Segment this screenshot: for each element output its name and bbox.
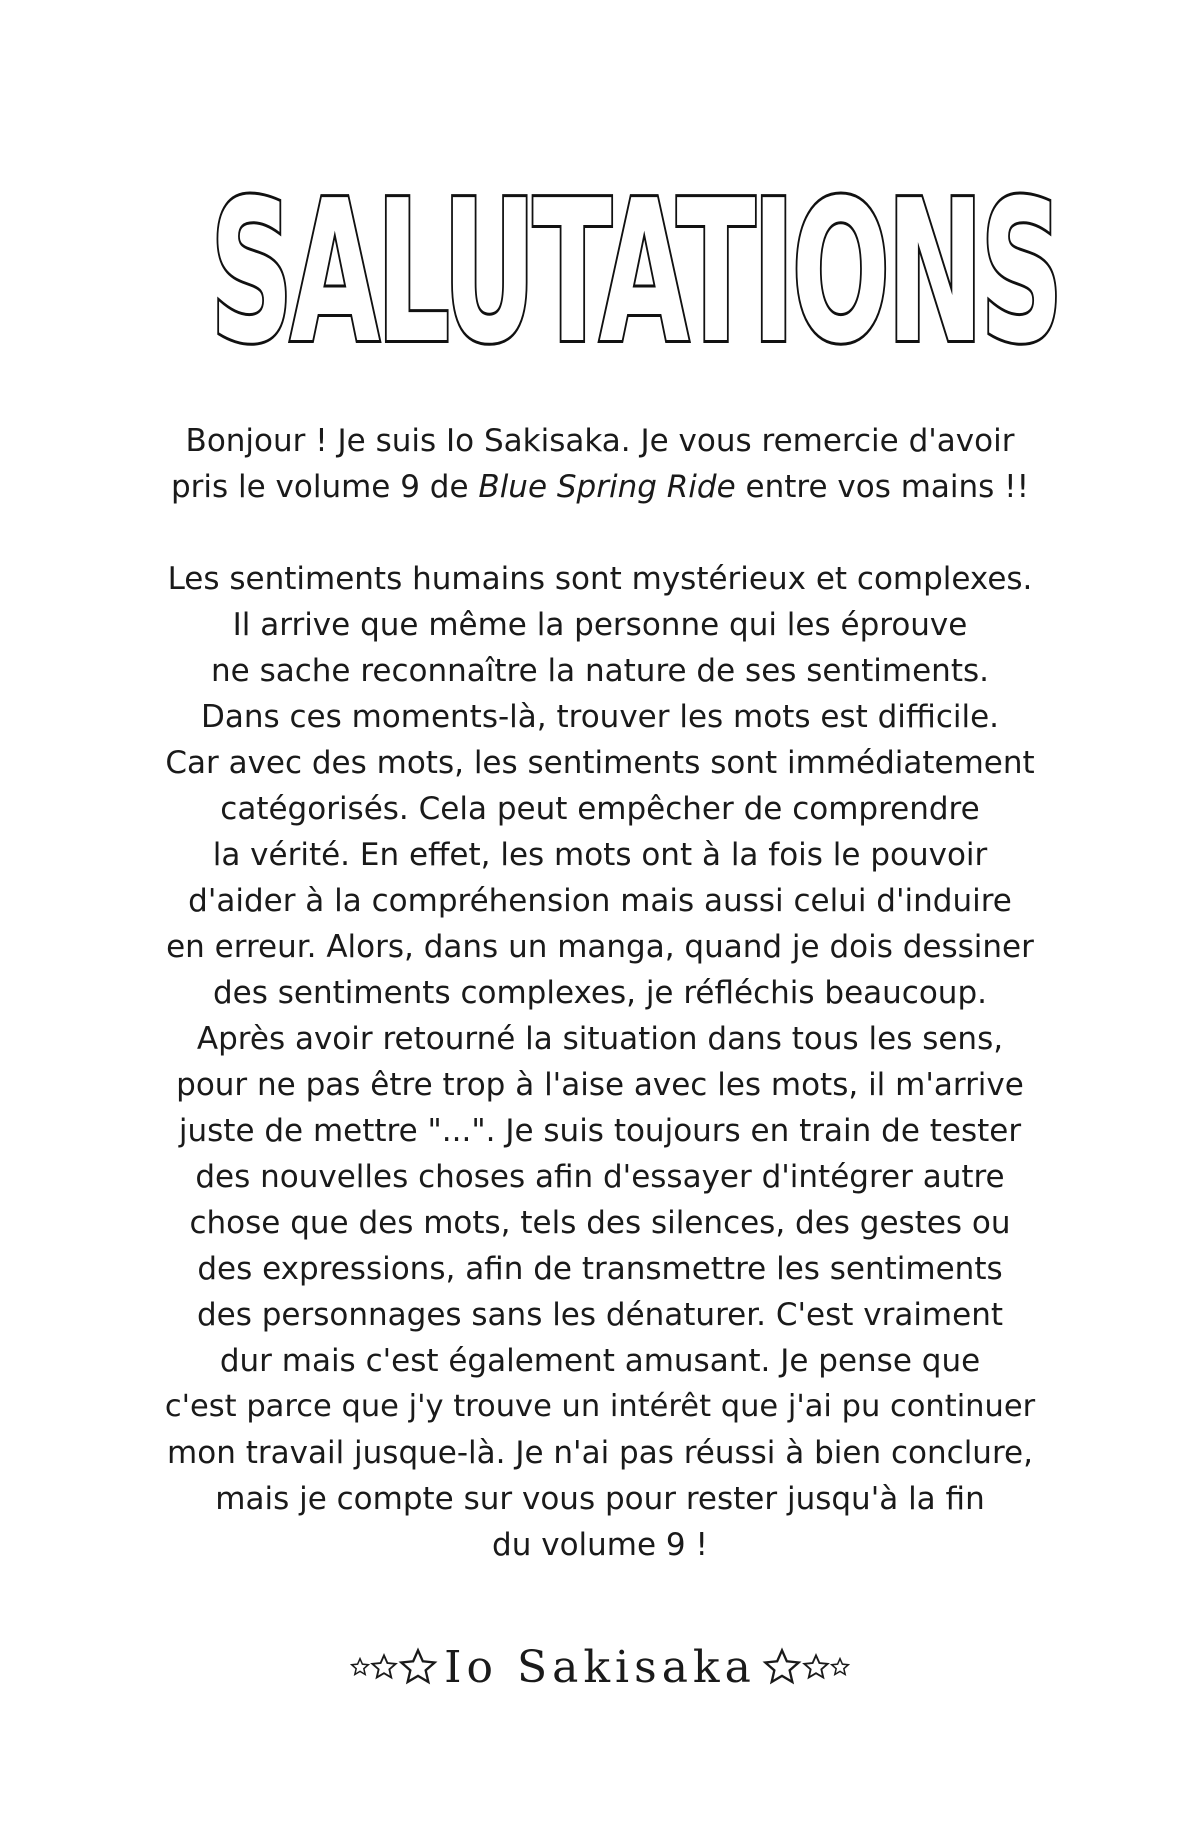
intro-line-2 — [160, 464, 1040, 510]
intro-line-2-end: entre vos mains !! — [735, 469, 1030, 505]
main-paragraph — [160, 556, 1040, 1568]
star-outline-icon — [762, 1647, 802, 1687]
body-line: juste de mettre "...". Je suis toujours en train de tester — [178, 1113, 1022, 1149]
star-outline-icon — [830, 1657, 850, 1677]
star-outline-icon — [802, 1653, 830, 1681]
body-line: Les sentiments humains sont mystérieux et complexes. — [167, 561, 1033, 597]
page-title: SALUTATIONS — [210, 159, 1060, 380]
star-outline-icon — [370, 1653, 398, 1681]
book-title: Blue Spring Ride — [478, 469, 736, 505]
body-line: Dans ces moments-là, trouver les mots est difficile. — [200, 699, 1000, 735]
body-line: mon travail jusque-là. Je n'ai pas réussi à bien conclure, — [167, 1435, 1033, 1471]
body-line: mais je compte sur vous pour rester jusqu'à la fin — [215, 1481, 985, 1517]
body-line: des expressions, afin de transmettre les sentiments — [197, 1251, 1003, 1287]
author-name: Io Sakisaka — [444, 1641, 756, 1693]
title-lettering — [200, 150, 1070, 380]
star-outline-icon — [350, 1657, 370, 1677]
right-stars — [762, 1647, 850, 1687]
intro-paragraph — [160, 418, 1040, 510]
star-outline-icon — [398, 1647, 438, 1687]
body-line: dur mais c'est également amusant. Je pense que — [219, 1343, 981, 1379]
body-line: des personnages sans les dénaturer. C'est vraiment — [196, 1297, 1003, 1333]
signature — [300, 1632, 900, 1702]
body-line: chose que des mots, tels des silences, des gestes ou — [189, 1205, 1011, 1241]
body-line: pour ne pas être trop à l'aise avec les mots, il m'arrive — [176, 1067, 1024, 1103]
body-line: en erreur. Alors, dans un manga, quand je dois dessiner — [166, 929, 1034, 965]
left-stars — [350, 1647, 438, 1687]
body-line: Car avec des mots, les sentiments sont immédiatement — [165, 745, 1035, 781]
body-line: d'aider à la compréhension mais aussi celui d'induire — [188, 883, 1012, 919]
body-line: des nouvelles choses afin d'essayer d'intégrer autre — [195, 1159, 1005, 1195]
intro-line-1: Bonjour ! Je suis Io Sakisaka. Je vous remercie d'avoir — [185, 423, 1015, 459]
body-line: ne sache reconnaître la nature de ses sentiments. — [211, 653, 989, 689]
body-line: des sentiments complexes, je réfléchis beaucoup. — [213, 975, 987, 1011]
title-svg — [200, 150, 1070, 380]
body-line: Après avoir retourné la situation dans tous les sens, — [196, 1021, 1004, 1057]
body-text — [160, 418, 1040, 1568]
body-line: catégorisés. Cela peut empêcher de comprendre — [220, 791, 980, 827]
body-line: Il arrive que même la personne qui les éprouve — [232, 607, 968, 643]
body-line: c'est parce que j'y trouve un intérêt que j'ai pu continuer — [164, 1389, 1036, 1424]
intro-line-2-start: pris le volume 9 de — [170, 469, 479, 505]
body-line: la vérité. En effet, les mots ont à la fois le pouvoir — [212, 837, 988, 873]
body-line: du volume 9 ! — [492, 1527, 708, 1563]
